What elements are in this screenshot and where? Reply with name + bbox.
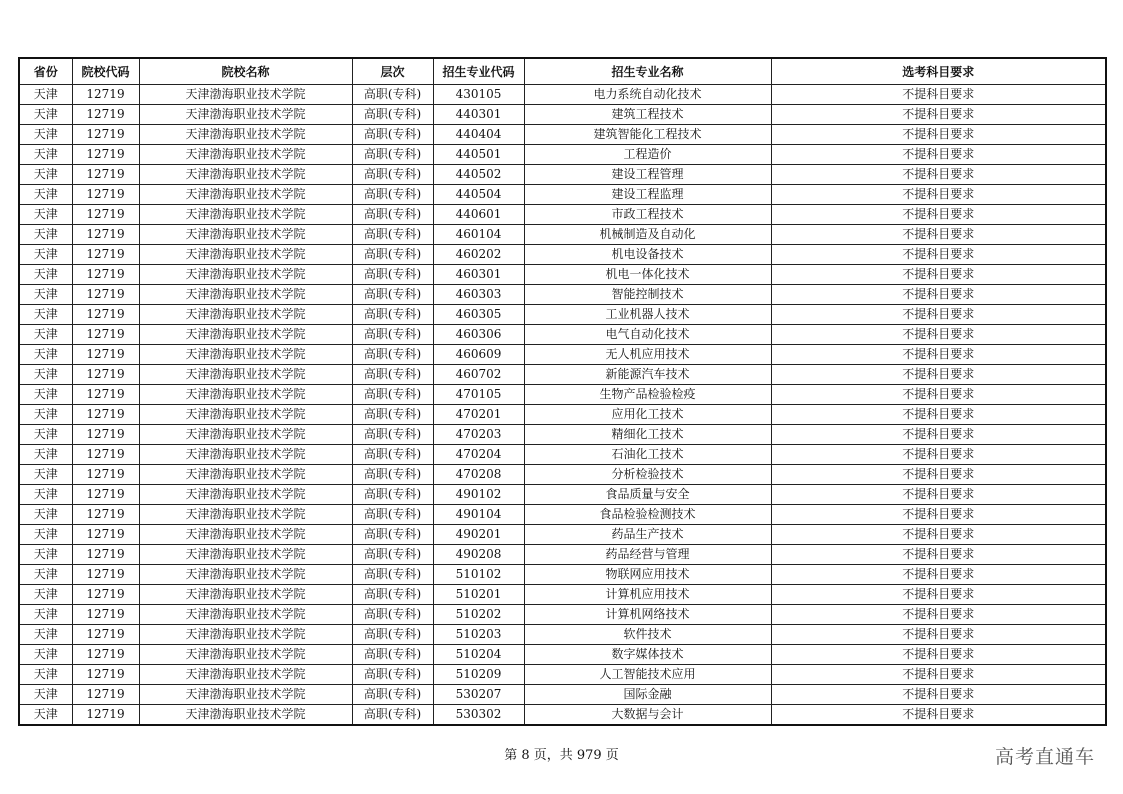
table-row	[19, 285, 1106, 305]
cell-school-code: 12719	[72, 465, 139, 485]
cell-subject-requirement: 不提科目要求	[771, 445, 1106, 465]
cell-subject-requirement: 不提科目要求	[771, 485, 1106, 505]
cell-major-name: 人工智能技术应用	[524, 665, 771, 685]
table-body	[19, 85, 1106, 726]
cell-major-code: 530207	[433, 685, 524, 705]
table-header-row	[19, 58, 1106, 85]
cell-subject-requirement: 不提科目要求	[771, 365, 1106, 385]
header-school-code: 院校代码	[72, 58, 139, 85]
cell-school-code: 12719	[72, 585, 139, 605]
cell-major-code: 460104	[433, 225, 524, 245]
cell-school-code: 12719	[72, 145, 139, 165]
cell-school-name: 天津渤海职业技术学院	[139, 545, 352, 565]
cell-school-name: 天津渤海职业技术学院	[139, 85, 352, 105]
cell-province: 天津	[19, 425, 72, 445]
cell-major-name: 机械制造及自动化	[524, 225, 771, 245]
cell-province: 天津	[19, 305, 72, 325]
cell-subject-requirement: 不提科目要求	[771, 425, 1106, 445]
cell-subject-requirement: 不提科目要求	[771, 665, 1106, 685]
cell-school-code: 12719	[72, 545, 139, 565]
watermark-logo-text: 高考直通车	[994, 746, 1095, 768]
cell-subject-requirement: 不提科目要求	[771, 85, 1106, 105]
cell-level: 高职(专科)	[352, 85, 433, 105]
cell-major-code: 440601	[433, 205, 524, 225]
cell-level: 高职(专科)	[352, 165, 433, 185]
cell-province: 天津	[19, 665, 72, 685]
cell-major-name: 新能源汽车技术	[524, 365, 771, 385]
cell-major-code: 470105	[433, 385, 524, 405]
cell-subject-requirement: 不提科目要求	[771, 185, 1106, 205]
table-row	[19, 325, 1106, 345]
cell-level: 高职(专科)	[352, 405, 433, 425]
table-row	[19, 625, 1106, 645]
cell-province: 天津	[19, 145, 72, 165]
cell-major-code: 440404	[433, 125, 524, 145]
cell-level: 高职(专科)	[352, 325, 433, 345]
cell-major-code: 510102	[433, 565, 524, 585]
cell-school-name: 天津渤海职业技术学院	[139, 685, 352, 705]
cell-province: 天津	[19, 445, 72, 465]
cell-major-code: 470203	[433, 425, 524, 445]
cell-major-name: 计算机网络技术	[524, 605, 771, 625]
cell-school-name: 天津渤海职业技术学院	[139, 405, 352, 425]
cell-major-code: 460202	[433, 245, 524, 265]
cell-level: 高职(专科)	[352, 285, 433, 305]
cell-school-name: 天津渤海职业技术学院	[139, 485, 352, 505]
cell-subject-requirement: 不提科目要求	[771, 645, 1106, 665]
cell-school-name: 天津渤海职业技术学院	[139, 625, 352, 645]
cell-major-code: 490208	[433, 545, 524, 565]
cell-province: 天津	[19, 265, 72, 285]
table-row	[19, 265, 1106, 285]
table-row	[19, 305, 1106, 325]
cell-major-code: 470204	[433, 445, 524, 465]
cell-school-name: 天津渤海职业技术学院	[139, 605, 352, 625]
table-row	[19, 105, 1106, 125]
cell-level: 高职(专科)	[352, 565, 433, 585]
cell-major-code: 460609	[433, 345, 524, 365]
cell-level: 高职(专科)	[352, 425, 433, 445]
cell-major-name: 软件技术	[524, 625, 771, 645]
cell-major-code: 440501	[433, 145, 524, 165]
cell-school-name: 天津渤海职业技术学院	[139, 145, 352, 165]
cell-major-code: 440502	[433, 165, 524, 185]
cell-province: 天津	[19, 225, 72, 245]
cell-subject-requirement: 不提科目要求	[771, 325, 1106, 345]
cell-level: 高职(专科)	[352, 545, 433, 565]
cell-school-name: 天津渤海职业技术学院	[139, 105, 352, 125]
cell-province: 天津	[19, 685, 72, 705]
cell-school-name: 天津渤海职业技术学院	[139, 325, 352, 345]
cell-province: 天津	[19, 625, 72, 645]
cell-major-code: 470201	[433, 405, 524, 425]
cell-major-name: 机电一体化技术	[524, 265, 771, 285]
cell-subject-requirement: 不提科目要求	[771, 285, 1106, 305]
table-row	[19, 405, 1106, 425]
table-row	[19, 165, 1106, 185]
table-row	[19, 185, 1106, 205]
cell-school-name: 天津渤海职业技术学院	[139, 645, 352, 665]
cell-school-name: 天津渤海职业技术学院	[139, 205, 352, 225]
cell-school-code: 12719	[72, 705, 139, 726]
cell-major-name: 食品质量与安全	[524, 485, 771, 505]
cell-province: 天津	[19, 285, 72, 305]
cell-level: 高职(专科)	[352, 305, 433, 325]
cell-major-name: 机电设备技术	[524, 245, 771, 265]
cell-major-name: 应用化工技术	[524, 405, 771, 425]
cell-major-name: 建筑智能化工程技术	[524, 125, 771, 145]
cell-major-code: 430105	[433, 85, 524, 105]
cell-school-name: 天津渤海职业技术学院	[139, 425, 352, 445]
cell-school-code: 12719	[72, 325, 139, 345]
table-row	[19, 205, 1106, 225]
cell-subject-requirement: 不提科目要求	[771, 585, 1106, 605]
cell-school-code: 12719	[72, 105, 139, 125]
table-row	[19, 645, 1106, 665]
table-row	[19, 525, 1106, 545]
table-row	[19, 225, 1106, 245]
cell-school-code: 12719	[72, 225, 139, 245]
cell-major-name: 建筑工程技术	[524, 105, 771, 125]
cell-major-code: 470208	[433, 465, 524, 485]
cell-major-code: 460702	[433, 365, 524, 385]
cell-major-name: 分析检验技术	[524, 465, 771, 485]
cell-school-name: 天津渤海职业技术学院	[139, 445, 352, 465]
cell-province: 天津	[19, 505, 72, 525]
cell-province: 天津	[19, 645, 72, 665]
cell-major-name: 国际金融	[524, 685, 771, 705]
cell-level: 高职(专科)	[352, 345, 433, 365]
cell-school-code: 12719	[72, 365, 139, 385]
table-row	[19, 445, 1106, 465]
table-row	[19, 385, 1106, 405]
cell-subject-requirement: 不提科目要求	[771, 505, 1106, 525]
table-row	[19, 345, 1106, 365]
cell-level: 高职(专科)	[352, 645, 433, 665]
cell-major-name: 建设工程管理	[524, 165, 771, 185]
cell-major-name: 无人机应用技术	[524, 345, 771, 365]
cell-school-name: 天津渤海职业技术学院	[139, 245, 352, 265]
cell-school-code: 12719	[72, 645, 139, 665]
cell-subject-requirement: 不提科目要求	[771, 145, 1106, 165]
cell-level: 高职(专科)	[352, 705, 433, 726]
cell-level: 高职(专科)	[352, 225, 433, 245]
cell-school-code: 12719	[72, 685, 139, 705]
cell-major-code: 440504	[433, 185, 524, 205]
cell-major-code: 510201	[433, 585, 524, 605]
cell-subject-requirement: 不提科目要求	[771, 245, 1106, 265]
cell-major-name: 精细化工技术	[524, 425, 771, 445]
cell-major-code: 510203	[433, 625, 524, 645]
cell-school-name: 天津渤海职业技术学院	[139, 665, 352, 685]
cell-school-code: 12719	[72, 385, 139, 405]
cell-major-code: 460305	[433, 305, 524, 325]
cell-major-code: 460303	[433, 285, 524, 305]
cell-school-name: 天津渤海职业技术学院	[139, 285, 352, 305]
cell-subject-requirement: 不提科目要求	[771, 105, 1106, 125]
cell-school-code: 12719	[72, 245, 139, 265]
cell-major-name: 石油化工技术	[524, 445, 771, 465]
page-number: 第 8 页，共 979 页	[504, 748, 619, 763]
header-major-name: 招生专业名称	[524, 58, 771, 85]
cell-school-code: 12719	[72, 565, 139, 585]
cell-subject-requirement: 不提科目要求	[771, 545, 1106, 565]
cell-level: 高职(专科)	[352, 145, 433, 165]
cell-school-name: 天津渤海职业技术学院	[139, 505, 352, 525]
header-school-name: 院校名称	[139, 58, 352, 85]
admissions-table-container	[18, 57, 1105, 726]
cell-province: 天津	[19, 85, 72, 105]
cell-level: 高职(专科)	[352, 665, 433, 685]
table-row	[19, 125, 1106, 145]
cell-major-name: 工程造价	[524, 145, 771, 165]
cell-subject-requirement: 不提科目要求	[771, 305, 1106, 325]
cell-school-name: 天津渤海职业技术学院	[139, 165, 352, 185]
cell-school-name: 天津渤海职业技术学院	[139, 365, 352, 385]
cell-subject-requirement: 不提科目要求	[771, 705, 1106, 726]
cell-subject-requirement: 不提科目要求	[771, 625, 1106, 645]
cell-level: 高职(专科)	[352, 585, 433, 605]
cell-level: 高职(专科)	[352, 385, 433, 405]
cell-school-code: 12719	[72, 405, 139, 425]
cell-school-code: 12719	[72, 525, 139, 545]
cell-school-code: 12719	[72, 305, 139, 325]
cell-major-code: 510204	[433, 645, 524, 665]
header-subject-requirement: 选考科目要求	[771, 58, 1106, 85]
table-row	[19, 565, 1106, 585]
cell-school-code: 12719	[72, 605, 139, 625]
cell-province: 天津	[19, 465, 72, 485]
cell-major-code: 530302	[433, 705, 524, 726]
cell-level: 高职(专科)	[352, 365, 433, 385]
cell-major-name: 数字媒体技术	[524, 645, 771, 665]
table-row	[19, 425, 1106, 445]
cell-level: 高职(专科)	[352, 205, 433, 225]
cell-major-name: 物联网应用技术	[524, 565, 771, 585]
cell-major-code: 460301	[433, 265, 524, 285]
cell-level: 高职(专科)	[352, 125, 433, 145]
cell-province: 天津	[19, 245, 72, 265]
cell-level: 高职(专科)	[352, 605, 433, 625]
cell-major-name: 智能控制技术	[524, 285, 771, 305]
cell-major-code: 440301	[433, 105, 524, 125]
cell-subject-requirement: 不提科目要求	[771, 205, 1106, 225]
cell-subject-requirement: 不提科目要求	[771, 465, 1106, 485]
cell-school-code: 12719	[72, 185, 139, 205]
cell-province: 天津	[19, 565, 72, 585]
cell-subject-requirement: 不提科目要求	[771, 525, 1106, 545]
cell-province: 天津	[19, 605, 72, 625]
table-row	[19, 665, 1106, 685]
cell-major-name: 建设工程监理	[524, 185, 771, 205]
table-row	[19, 365, 1106, 385]
cell-major-code: 510202	[433, 605, 524, 625]
cell-school-name: 天津渤海职业技术学院	[139, 465, 352, 485]
cell-major-name: 电气自动化技术	[524, 325, 771, 345]
cell-level: 高职(专科)	[352, 505, 433, 525]
cell-subject-requirement: 不提科目要求	[771, 565, 1106, 585]
cell-province: 天津	[19, 385, 72, 405]
cell-major-code: 490104	[433, 505, 524, 525]
cell-subject-requirement: 不提科目要求	[771, 605, 1106, 625]
cell-school-code: 12719	[72, 85, 139, 105]
table-row	[19, 545, 1106, 565]
cell-major-name: 食品检验检测技术	[524, 505, 771, 525]
cell-school-code: 12719	[72, 285, 139, 305]
cell-province: 天津	[19, 125, 72, 145]
cell-school-name: 天津渤海职业技术学院	[139, 565, 352, 585]
cell-level: 高职(专科)	[352, 445, 433, 465]
cell-school-name: 天津渤海职业技术学院	[139, 345, 352, 365]
cell-school-name: 天津渤海职业技术学院	[139, 125, 352, 145]
cell-school-code: 12719	[72, 485, 139, 505]
cell-province: 天津	[19, 545, 72, 565]
cell-major-name: 药品生产技术	[524, 525, 771, 545]
cell-school-name: 天津渤海职业技术学院	[139, 585, 352, 605]
cell-school-code: 12719	[72, 125, 139, 145]
cell-province: 天津	[19, 485, 72, 505]
cell-major-code: 510209	[433, 665, 524, 685]
cell-major-code: 490201	[433, 525, 524, 545]
cell-level: 高职(专科)	[352, 485, 433, 505]
cell-province: 天津	[19, 325, 72, 345]
cell-school-code: 12719	[72, 345, 139, 365]
table-row	[19, 145, 1106, 165]
cell-school-code: 12719	[72, 205, 139, 225]
cell-subject-requirement: 不提科目要求	[771, 685, 1106, 705]
cell-school-code: 12719	[72, 505, 139, 525]
table-row	[19, 685, 1106, 705]
cell-province: 天津	[19, 365, 72, 385]
cell-province: 天津	[19, 705, 72, 726]
cell-province: 天津	[19, 345, 72, 365]
table-row	[19, 245, 1106, 265]
cell-level: 高职(专科)	[352, 245, 433, 265]
cell-province: 天津	[19, 185, 72, 205]
cell-province: 天津	[19, 165, 72, 185]
table-row	[19, 465, 1106, 485]
cell-major-code: 490102	[433, 485, 524, 505]
cell-subject-requirement: 不提科目要求	[771, 225, 1106, 245]
cell-level: 高职(专科)	[352, 185, 433, 205]
cell-subject-requirement: 不提科目要求	[771, 165, 1106, 185]
cell-subject-requirement: 不提科目要求	[771, 265, 1106, 285]
cell-school-code: 12719	[72, 165, 139, 185]
admissions-table	[18, 57, 1107, 726]
cell-major-name: 药品经营与管理	[524, 545, 771, 565]
cell-province: 天津	[19, 585, 72, 605]
cell-major-name: 大数据与会计	[524, 705, 771, 726]
cell-school-name: 天津渤海职业技术学院	[139, 265, 352, 285]
cell-school-code: 12719	[72, 665, 139, 685]
cell-school-name: 天津渤海职业技术学院	[139, 705, 352, 726]
cell-major-name: 电力系统自动化技术	[524, 85, 771, 105]
cell-school-name: 天津渤海职业技术学院	[139, 305, 352, 325]
cell-school-name: 天津渤海职业技术学院	[139, 185, 352, 205]
cell-province: 天津	[19, 405, 72, 425]
cell-province: 天津	[19, 205, 72, 225]
cell-school-name: 天津渤海职业技术学院	[139, 525, 352, 545]
cell-major-name: 市政工程技术	[524, 205, 771, 225]
cell-school-code: 12719	[72, 265, 139, 285]
table-row	[19, 505, 1106, 525]
table-row	[19, 585, 1106, 605]
cell-level: 高职(专科)	[352, 105, 433, 125]
cell-level: 高职(专科)	[352, 525, 433, 545]
table-row	[19, 485, 1106, 505]
header-province: 省份	[19, 58, 72, 85]
cell-province: 天津	[19, 525, 72, 545]
cell-school-code: 12719	[72, 625, 139, 645]
cell-subject-requirement: 不提科目要求	[771, 125, 1106, 145]
cell-level: 高职(专科)	[352, 465, 433, 485]
cell-school-name: 天津渤海职业技术学院	[139, 225, 352, 245]
cell-level: 高职(专科)	[352, 685, 433, 705]
cell-level: 高职(专科)	[352, 625, 433, 645]
table-row	[19, 85, 1106, 105]
cell-major-name: 计算机应用技术	[524, 585, 771, 605]
cell-school-code: 12719	[72, 425, 139, 445]
header-major-code: 招生专业代码	[433, 58, 524, 85]
cell-subject-requirement: 不提科目要求	[771, 345, 1106, 365]
cell-level: 高职(专科)	[352, 265, 433, 285]
cell-school-name: 天津渤海职业技术学院	[139, 385, 352, 405]
cell-subject-requirement: 不提科目要求	[771, 405, 1106, 425]
cell-province: 天津	[19, 105, 72, 125]
cell-major-name: 生物产品检验检疫	[524, 385, 771, 405]
table-row	[19, 605, 1106, 625]
table-row	[19, 705, 1106, 726]
cell-school-code: 12719	[72, 445, 139, 465]
cell-major-name: 工业机器人技术	[524, 305, 771, 325]
cell-major-code: 460306	[433, 325, 524, 345]
header-level: 层次	[352, 58, 433, 85]
cell-subject-requirement: 不提科目要求	[771, 385, 1106, 405]
